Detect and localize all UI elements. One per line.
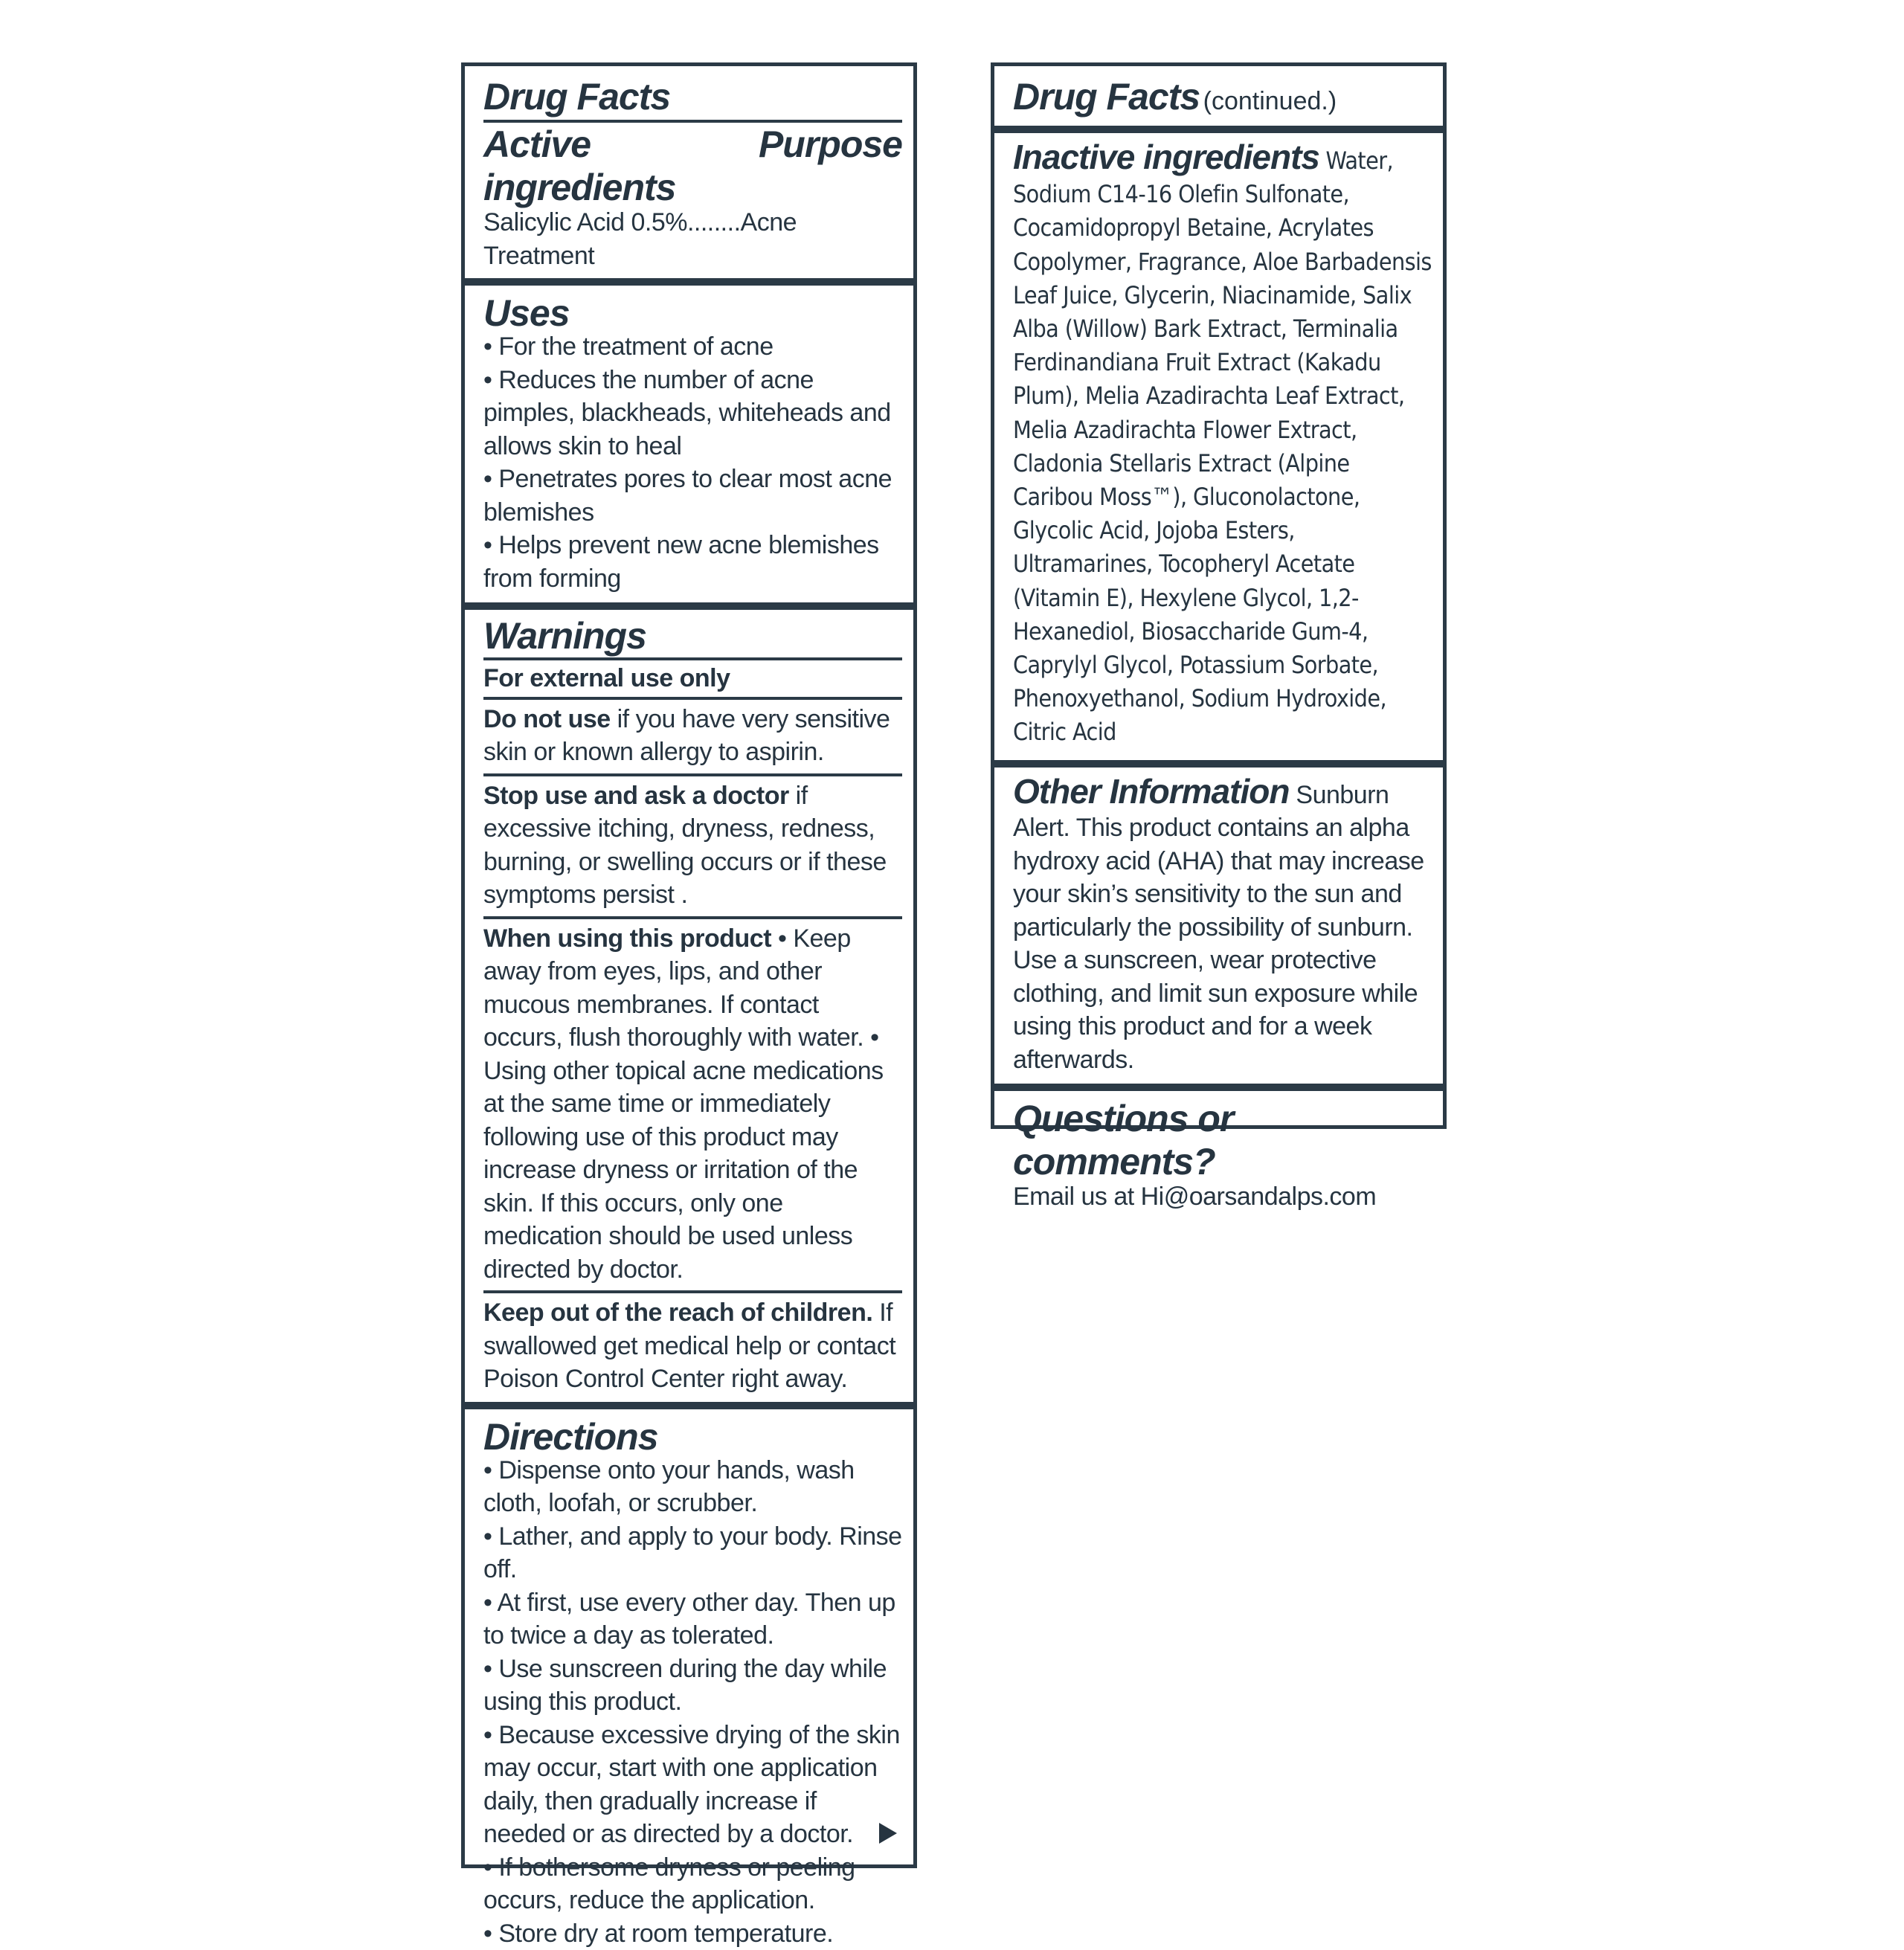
list-item: • Lather, and apply to your body. Rinse off.	[483, 1520, 902, 1586]
list-item: • Store dry at room temperature.	[483, 1917, 902, 1950]
questions-heading: Questions or comments?	[1013, 1097, 1432, 1183]
external-use-only: For external use only	[483, 660, 902, 697]
directions-list	[483, 1454, 902, 1950]
keep-out-warning	[483, 1293, 902, 1402]
other-information-text: Sunburn Alert. This product contains an alpha hydroxy acid (AHA) that may increase your skin’s sensitivity to the sun and particularly the possibility of sunburn. Use a sunscreen, wear protective clothing, and limit sun exposure while using this product and for a week afterwards.	[1013, 781, 1424, 1074]
uses-list	[483, 330, 902, 602]
list-item: • If bothersome dryness or peeling occurs, reduce the application.	[483, 1851, 902, 1917]
drug-facts-title: Drug Facts	[1013, 76, 1200, 118]
active-ingredients-heading: Active ingredients	[483, 123, 759, 209]
when-using-text: • Keep away from eyes, lips, and other mucous membranes. If contact occurs, flush thoroughly with water. • Using other topical acne medications at the same time or immediately following use of this product may increase dryness or irritation of the skin. If this occurs, only one medication should be used unless directed by doctor.	[483, 924, 884, 1284]
inactive-ingredients-heading: Inactive ingredients	[1013, 138, 1319, 176]
uses-heading: Uses	[483, 292, 902, 335]
inactive-ingredients	[1013, 141, 1432, 760]
directions-heading: Directions	[483, 1415, 902, 1458]
drug-facts-panel-left	[461, 62, 917, 1868]
arrow-right-icon	[879, 1823, 897, 1844]
contact-email: Email us at Hi@oarsandalps.com	[1013, 1180, 1432, 1214]
stop-use-text: if excessive itching, dryness, redness, burning, or swelling occurs or if these symptoms persist .	[483, 782, 887, 910]
drug-facts-panel-right	[991, 62, 1447, 1129]
when-using-warning	[483, 919, 902, 1291]
other-information	[1013, 775, 1432, 1084]
list-item: • At first, use every other day. Then up to twice a day as tolerated.	[483, 1586, 902, 1653]
do-not-use-text: if you have very sensitive skin or known allergy to aspirin.	[483, 705, 890, 767]
list-item: • Reduces the number of acne pimples, blackheads, whiteheads and allows skin to heal	[483, 364, 902, 463]
stop-use-warning	[483, 776, 902, 916]
active-ingredient-line: Salicylic Acid 0.5%........Acne Treatment	[483, 206, 902, 278]
list-item: • Use sunscreen during the day while using this product.	[483, 1653, 902, 1719]
other-information-heading: Other Information	[1013, 772, 1289, 811]
warnings-heading: Warnings	[483, 614, 902, 657]
when-using-label: When using this product	[483, 924, 771, 953]
list-item: • Helps prevent new acne blemishes from forming	[483, 529, 902, 595]
keep-out-label: Keep out of the reach of children.	[483, 1299, 872, 1327]
drug-facts-continued-title	[1013, 75, 1432, 126]
do-not-use-warning	[483, 700, 902, 773]
list-item: • Because excessive drying of the skin may occur, start with one application daily, then gradually increase if needed or as directed by a doctor.	[483, 1719, 902, 1851]
list-item: • Penetrates pores to clear most acne blemishes	[483, 463, 902, 529]
list-item: • For the treatment of acne	[483, 330, 902, 364]
do-not-use-label: Do not use	[483, 705, 611, 733]
drug-facts-title: Drug Facts	[483, 75, 902, 118]
inactive-ingredients-text: Water, Sodium C14-16 Olefin Sulfonate, Cocamidopropyl Betaine, Acrylates Copolymer, Fragrance, Aloe Barbadensis Leaf Juice, Glycerin, Niacinamide, Salix Alba (Willow) Bark Extract, Terminalia Ferdinandiana Fruit Extract (Kakadu Plum), Melia Azadirachta Leaf Extract, Melia Azadirachta Flower Extract, Cladonia Stellaris Extract (Alpine Caribou Moss™), Gluconolactone, Glycolic Acid, Jojoba Esters, Ultramarines, Tocopheryl Acetate (Vitamin E), Hexylene Glycol, 1,2-Hexanediol, Biosaccharide Gum-4, Caprylyl Glycol, Potassium Sorbate, Phenoxyethanol, Sodium Hydroxide, Citric Acid	[1013, 147, 1432, 746]
purpose-heading: Purpose	[759, 123, 902, 166]
keep-out-text: If swallowed get medical help or contact Poison Control Center right away.	[483, 1299, 895, 1393]
stop-use-label: Stop use and ask a doctor	[483, 782, 789, 810]
active-ingredients-header-row	[483, 123, 902, 209]
list-item: • Dispense onto your hands, wash cloth, loofah, or scrubber.	[483, 1454, 902, 1520]
continued-label: (continued.)	[1203, 87, 1337, 115]
